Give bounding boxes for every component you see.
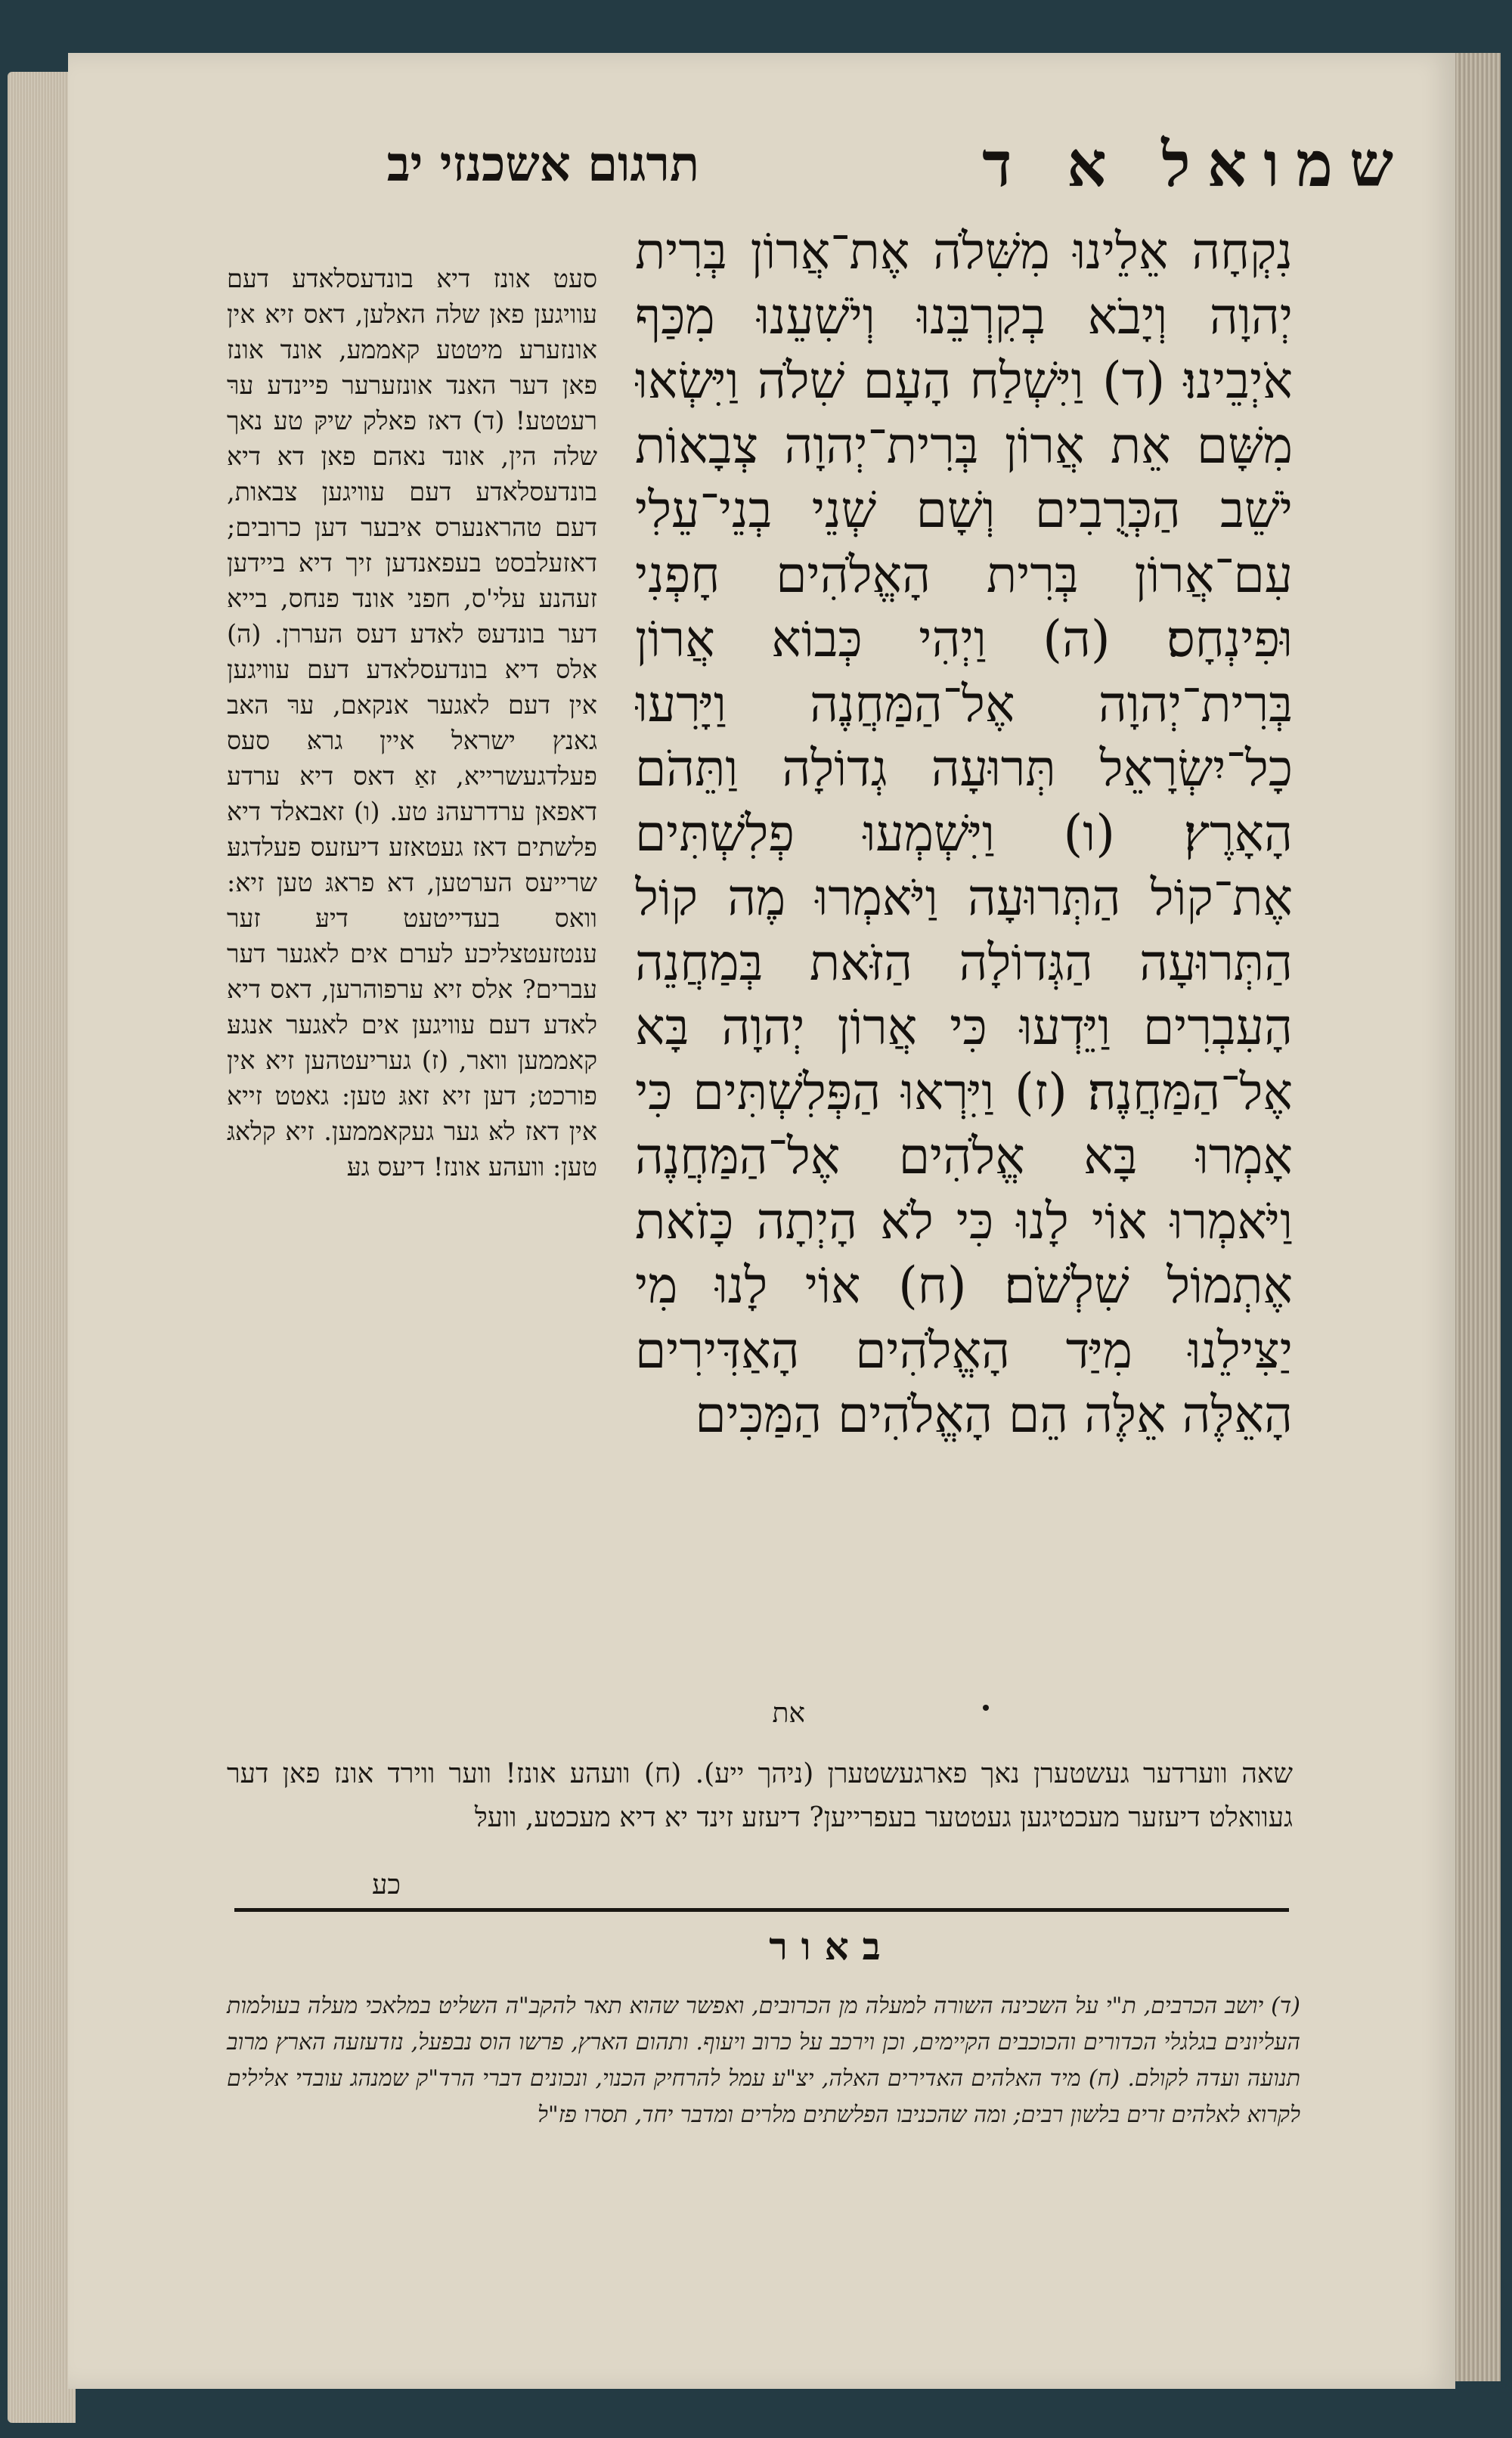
german-translation-column: סעט אונז דיא בונדעסלאדע דעם עוויגען פאן שלה האלען, דאס זיא אין אונזערע מיטטע קאממע, אונד אונז פאן דער האנד אונזערער פיינדע ערּ רעטטע! (ד) דאז פאלק שיקּ טע נאך שלה הין, אונד נאהם פאן דא דיא בונדעסלאדע דעם עוויגען צבאות, דעם טהראנערס איבער דען כרובים; דאזעלבסט בעפאנדען זיך דיא ביידען זעהנע עלי'ס, חפני אונד פנחס, בייא דער בונדעסּ לאדע דעס העררן. (ה) אלס דיא בונדעסלאדע דעם עוויגען אין דעם לאגער אנקאם, ערּ האב גאנץ ישראל איין גראּ סעס פעלדגעשרייא, זאַ דאס דיא ערדע דאפאן ערדרעהנּ טע. (ו) זאבאלד דיא פלשתים דאז געטאזע דיעזעס פעלדגעּ שרייעס הערטען, דא פראגּ טען זיא: וואס בעדייטעט דיעּ זער ענטזעטצליכע לערם אים לאגער דער עברים? אלס זיא ערפוהרען, דאס דיא לאדע דעם עוויגען אים לאגער אנגעּ קאממען וואר, (ז) געריעטהען זיא אין פורכט; דען זיא זאגּ טען: גאטט זייא אין דאז לאּ גער געקאממען. זיא קלאגּ טען: וועהע אונז! דיעס געּ (227, 264, 597, 1182)
side-catchword: כע (372, 1870, 401, 1901)
book-page-edges (8, 72, 76, 2423)
main-hebrew-text: נִקְחָה אֵלֵינוּ מִשִּׁלֹה אֶת־אֲרוֹן בְּרִית יְהוָה וְיָבֹא בְקִרְבֵּנוּ וְיֹשִׁעֵנוּ מִכַּף אֹיְבֵינוּ׃ (ד) וַיִּשְׁלַח הָעָם שִׁלֹה וַיִּשְׂאוּ מִשָּׁם אֵת אֲרוֹן בְּרִית־יְהוָה צְבָאוֹת יֹשֵׁב הַכְּרֻבִים וְשָׁם שְׁנֵי בְנֵי־עֵלִי עִם־אֲרוֹן בְּרִית הָאֱלֹהִים חָפְנִי וּפִינְחָס׃ (ה) וַיְהִי כְּבוֹא אֲרוֹן בְּרִית־יְהוָה אֶל־הַמַּחֲנֶה וַיָּרִעוּ כָל־יִשְׂרָאֵל תְּרוּעָה גְדוֹלָה וַתֵּהֹם הָאָרֶץ׃ (ו) וַיִּשְׁמְעוּ פְלִשְׁתִּים אֶת־קוֹל הַתְּרוּעָה וַיֹּאמְרוּ מֶה קוֹל הַתְּרוּעָה הַגְּדוֹלָה הַזֹּאת בְּמַחֲנֵה הָעִבְרִים וַיֵּדְעוּ כִּי אֲרוֹן יְהוָה בָּא אֶל־הַמַּחֲנֶה׃ (ז) וַיִּרְאוּ הַפְּלִשְׁתִּים כִּי אָמְרוּ בָּא אֱלֹהִים אֶל־הַמַּחֲנֶה וַיֹּאמְרוּ אוֹי לָנוּ כִּי לֹא הָיְתָה כָּזֹאת אֶתְמוֹל שִׁלְשֹׁם׃ (ח) אוֹי לָנוּ מִי יַצִּילֵנוּ מִיַּד הָאֱלֹהִים הָאַדִּירִים הָאֵלֶּה אֵלֶּה הֵם הָאֱלֹהִים הַמַּכִּים (635, 222, 1293, 1444)
section-divider (234, 1908, 1289, 1912)
main-catchword: את (772, 1698, 805, 1729)
commentary-text: (ד) יושב הכרבים, ת"י על השכינה השורה למעלה מן הכרובים, ואפשר שהוא תאר להקב"ה השליט במלאכי מעלה בעולמות העליונים בגלגלי הכדורים והכוכבים הקיימים, וכן וירכב על כרוב ויעוף. ותהום הארץ, פרשו הוס נבפעל, נזדעזעה הארץ מרוב תנועה ועדה לקולם. (ח) מיד האלהים האדירים האלה, יצ"ע עמל להרחיק הכנוי, ונכונים דברי הרד"ק שמנהג עובדי אלילים לקרוא לאלהים זרים בלשון רבים; ומה שהכניבו הפלשתים מלרים ומדבר יחד, תסרו פז"ל (227, 1993, 1300, 2128)
running-header-book-title: שמואל א ד (982, 129, 1410, 201)
running-header-targum: תרגום אשכנזי יב (386, 136, 699, 193)
commentary-title: באור (769, 1924, 894, 1969)
translation-continuation: שאה ווערדער געשטערן נאך פארגעשטערן (ניהך ייע). (ח) וועהע אונז! ווער ווירד אונז פאן דער געוואלט דיעזער מעכטיגען געטטער בעפרייען? דיעזע זינד יא דיא מעכטע, וועלּ (227, 1758, 1293, 1833)
ornament-dot (983, 1705, 989, 1711)
